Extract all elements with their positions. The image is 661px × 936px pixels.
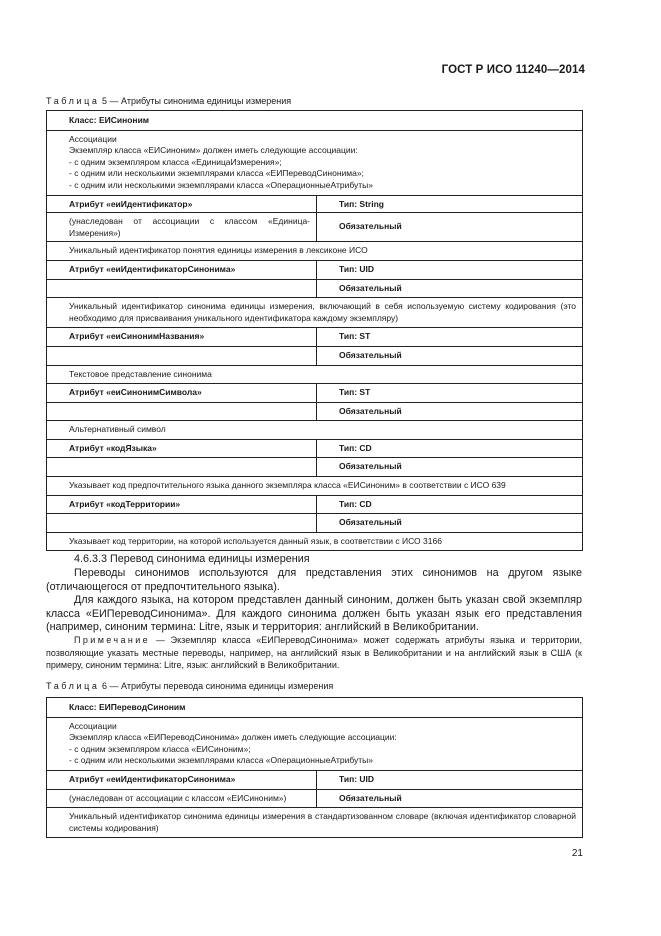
note-label: Примечание (74, 635, 151, 645)
table5-attr-type: Тип: UID (317, 260, 583, 279)
table5-attr-empty (47, 279, 317, 298)
table5-attr-type: Тип: ST (317, 384, 583, 403)
table5-attr-name: Атрибут «кодЯзыка» (47, 439, 317, 458)
table5-attr-name: Атрибут «кодТерритории» (47, 495, 317, 514)
table5-attr-name: Атрибут «еиИдентификаторСинонима» (47, 260, 317, 279)
table5-attr-empty (47, 458, 317, 477)
table5-attr-type: Тип: ST (317, 328, 583, 347)
table6-assoc-line: Экземпляр класса «ЕИПереводСинонима» должен иметь следующие ассоциации: (69, 732, 397, 743)
table5-attr-desc: Альтернативный символ (47, 421, 583, 440)
table5-attr-required: Обязательный (317, 213, 583, 242)
table6-caption-word: Таблица (46, 681, 100, 691)
table5-caption (46, 96, 291, 106)
table5-attr-empty (47, 402, 317, 421)
section-heading: 4.6.3.3 Перевод синонима единицы измерения (74, 553, 310, 565)
table6-caption (46, 681, 333, 691)
table5-attr-type: Тип: CD (317, 495, 583, 514)
table5-caption-text: 5 — Атрибуты синонима единицы измерения (102, 96, 292, 106)
table5-attr-required: Обязательный (317, 458, 583, 477)
table5-attr-desc: Указывает код предпочтительного языка данного экземпляра класса «ЕИСиноним» в соответствии с ИСО 639 (47, 477, 583, 496)
table5-attr-name: Атрибут «еиСинонимСимвола» (47, 384, 317, 403)
table6-associations-cell (47, 717, 583, 770)
table5-attr-name: Атрибут «еиСинонимНазвания» (47, 328, 317, 347)
section-4-6-3-3 (46, 553, 582, 634)
table5-attr-required: Обязательный (317, 402, 583, 421)
note-block (46, 634, 582, 672)
table6-assoc-line: - с одним экземпляром класса «ЕИСиноним»; (69, 743, 251, 754)
table5-assoc-line: - с одним или несколькими экземплярами класса «ОперационныеАтрибуты» (69, 179, 373, 190)
section-paragraph: Переводы синонимов используются для представления этих синонимов на другом языке (отличающегося от предпочтительного языка). (46, 567, 582, 593)
table5-attr-type: Тип: String (317, 195, 583, 213)
table5-attr-desc: Уникальный идентификатор синонима единицы измерения, включающий в себя используемую систему кодирования (это необходимо для присваивания уникального идентификатора каждому экземпляру) (47, 298, 583, 328)
table5-attr-desc: Текстовое представление синонима (47, 365, 583, 384)
table5-attr-desc: Уникальный идентификатор понятия единицы измерения в лексиконе ИСО (47, 242, 583, 261)
table6-attr-required: Обязательный (317, 789, 583, 808)
table6-class-cell: Класс: ЕИПереводСиноним (47, 698, 583, 718)
table5-attr-required: Обязательный (317, 346, 583, 365)
table5-attr-desc: Указывает код территории, на которой используется данный язык, в соответствии с ИСО 3166 (47, 532, 583, 551)
table6-assoc-title: Ассоциации (69, 720, 117, 731)
table6-assoc-line: - с одним или несколькими экземплярами класса «ОперационныеАтрибуты» (69, 755, 373, 766)
table5-attr-required: Обязательный (317, 514, 583, 533)
table5-assoc-line: Экземпляр класса «ЕИСиноним» должен иметь следующие ассоциации: (69, 145, 358, 156)
table5-attr-type: Тип: CD (317, 439, 583, 458)
table5-assoc-line: - с одним или несколькими экземплярами класса «ЕИПереводСинонима»; (69, 168, 364, 179)
table5-attr-empty (47, 346, 317, 365)
table5-attr-required: Обязательный (317, 279, 583, 298)
note-text: — Экземпляр класса «ЕИПереводСинонима» может содержать атрибуты языка и территории, позволяющие указать местные переводы, например, на английский язык в Великобритании и на английский язык в США (к примеру, синоним термина: Litre, язык: английский в Великобритании. (46, 635, 582, 670)
table5 (46, 110, 583, 551)
page-number: 21 (571, 848, 583, 859)
table5-assoc-line: - с одним экземпляром класса «ЕдиницаИзмерения»; (69, 156, 282, 167)
table6-attr-type: Тип: UID (317, 770, 583, 789)
table5-assoc-title: Ассоциации (69, 133, 117, 144)
table6-attr-desc: Уникальный идентификатор синонима единицы измерения в стандартизованном словаре (включая идентификатор словарной системы кодирования) (47, 808, 583, 838)
table6-caption-text: 6 — Атрибуты перевода синонима единицы измерения (102, 681, 334, 691)
table5-class-cell: Класс: ЕИСиноним (47, 111, 583, 131)
table6 (46, 697, 583, 838)
table5-attr-name: Атрибут «еиИдентификатор» (47, 195, 317, 213)
table5-associations-cell (47, 130, 583, 195)
table5-caption-word: Таблица (46, 96, 100, 106)
section-paragraph: Для каждого языка, на котором представлен данный синоним, должен быть указан свой экземпляр класса «ЕИПереводСинонима». Для каждого синонима должен быть указан язык его представления (например, синоним термина: Litre, язык и территория: английский в Великобритании. (46, 594, 582, 634)
table6-attr-inherit: (унаследован от ассоциации с классом «ЕИСиноним») (47, 789, 317, 808)
table5-attr-empty (47, 514, 317, 533)
table6-attr-name: Атрибут «еиИдентификаторСинонима» (47, 770, 317, 789)
table5-attr-inherit: (унаследован от ассоциации с классом «Единица-Измерения») (47, 213, 317, 242)
document-id-header: ГОСТ Р ИСО 11240—2014 (441, 64, 585, 76)
